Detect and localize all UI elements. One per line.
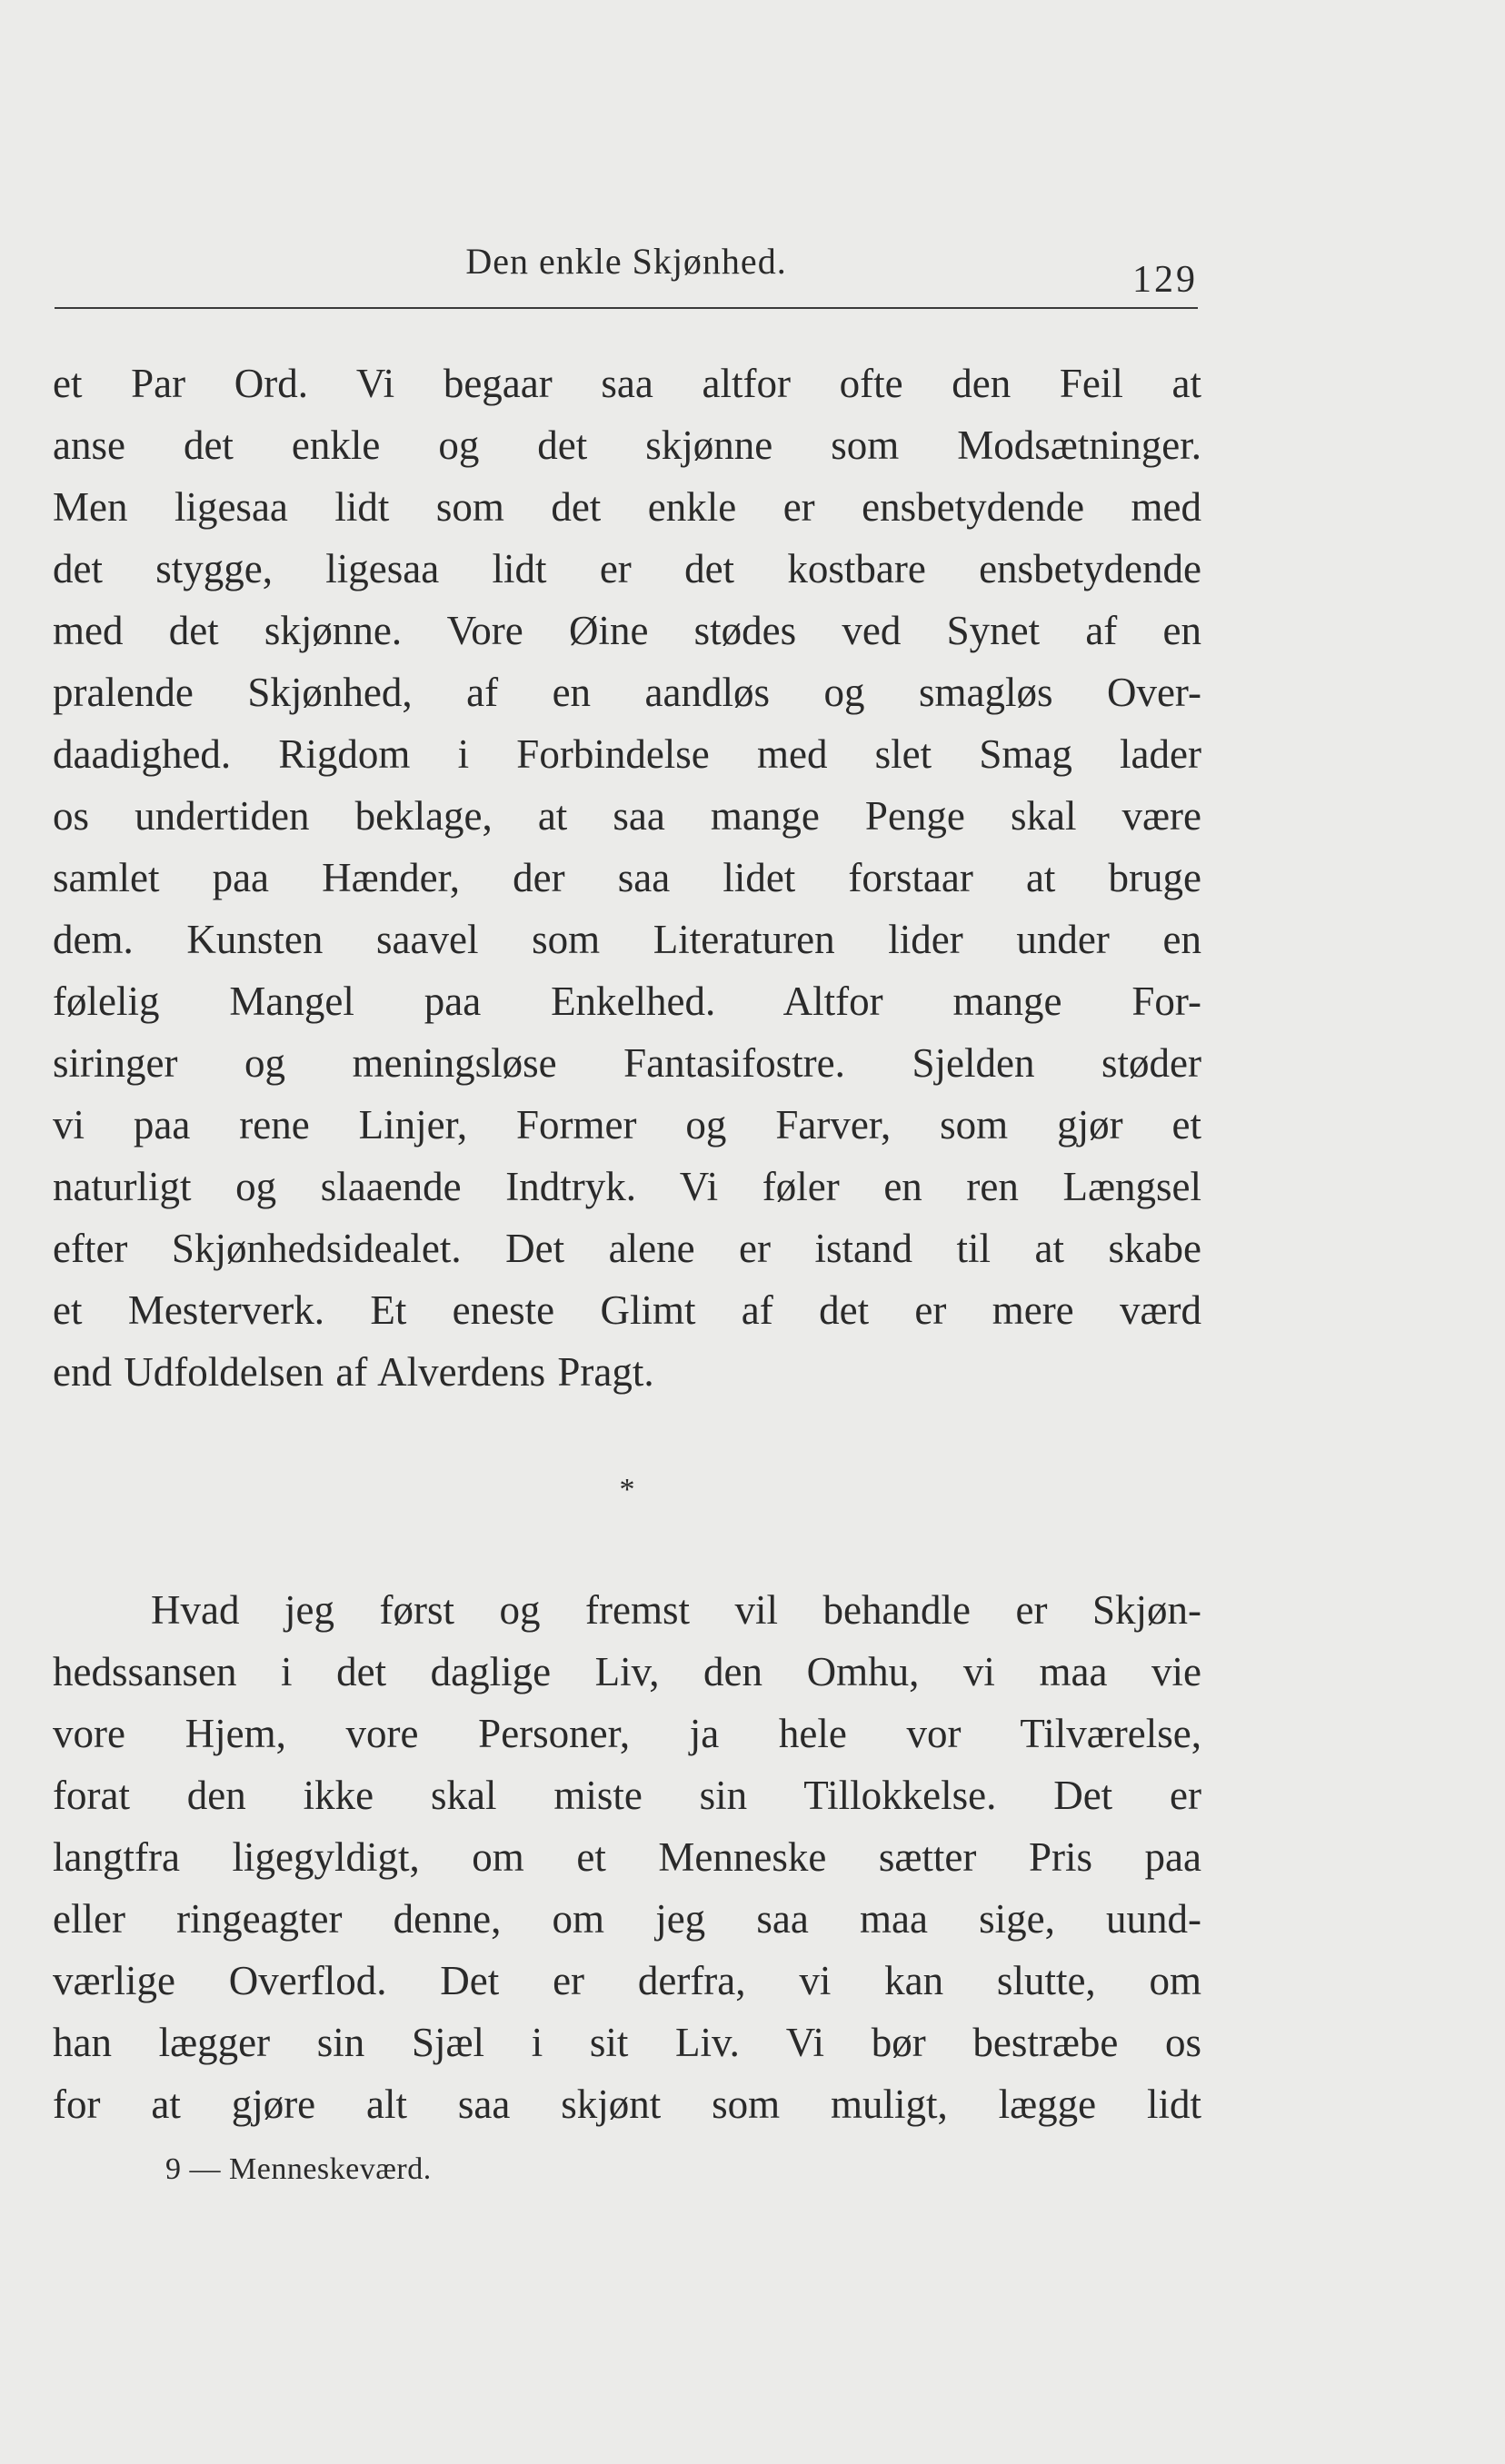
text-line: siringer og meningsløse Fantasifostre. Sjelden støder bbox=[53, 1040, 1201, 1086]
text-line: vi paa rene Linjer, Former og Farver, som gjør et bbox=[53, 1102, 1201, 1148]
text-line: Men ligesaa lidt som det enkle er ensbetydende med bbox=[53, 484, 1201, 530]
text-line: dem. Kunsten saavel som Literaturen lider under en bbox=[53, 917, 1201, 962]
text-line: naturligt og slaaende Indtryk. Vi føler en ren Længsel bbox=[53, 1164, 1201, 1209]
text-line: os undertiden beklage, at saa mange Penge skal være bbox=[53, 793, 1201, 839]
text-line: anse det enkle og det skjønne som Modsætninger. bbox=[53, 422, 1201, 468]
text-line: med det skjønne. Vore Øine stødes ved Synet af en bbox=[53, 608, 1201, 653]
text-line: eller ringeagter denne, om jeg saa maa sige, uund- bbox=[53, 1896, 1201, 1942]
text-line: samlet paa Hænder, der saa lidet forstaar at bruge bbox=[53, 855, 1201, 900]
text-line: et Mesterverk. Et eneste Glimt af det er mere værd bbox=[53, 1287, 1201, 1333]
text-line: Hvad jeg først og fremst vil behandle er Skjøn- bbox=[151, 1587, 1201, 1633]
text-line: daadighed. Rigdom i Forbindelse med slet Smag lader bbox=[53, 731, 1201, 777]
page-header bbox=[55, 234, 1198, 309]
page-number: 129 bbox=[1132, 259, 1198, 301]
text-line: forat den ikke skal miste sin Tillokkelse. Det er bbox=[53, 1773, 1201, 1818]
text-line: det stygge, ligesaa lidt er det kostbare ensbetydende bbox=[53, 546, 1201, 591]
text-line: følelig Mangel paa Enkelhed. Altfor mange For- bbox=[53, 979, 1201, 1024]
text-line: langtfra ligegyldigt, om et Menneske sætter Pris paa bbox=[53, 1834, 1201, 1880]
text-line: efter Skjønhedsidealet. Det alene er istand til at skabe bbox=[53, 1226, 1201, 1271]
paragraph-1 bbox=[53, 353, 1201, 1403]
paragraph-2 bbox=[53, 1579, 1201, 2135]
text-line: pralende Skjønhed, af en aandløs og smagløs Over- bbox=[53, 670, 1201, 715]
text-line: han lægger sin Sjæl i sit Liv. Vi bør bestræbe os bbox=[53, 2020, 1201, 2065]
text-line: end Udfoldelsen af Alverdens Pragt. bbox=[53, 1349, 654, 1395]
text-line: værlige Overflod. Det er derfra, vi kan slutte, om bbox=[53, 1958, 1201, 2003]
printer-signature: 9 — Menneskeværd. bbox=[165, 2152, 432, 2186]
section-separator: * bbox=[619, 1473, 635, 1506]
text-line: hedssansen i det daglige Liv, den Omhu, vi maa vie bbox=[53, 1649, 1201, 1694]
text-line: vore Hjem, vore Personer, ja hele vor Tilværelse, bbox=[53, 1711, 1201, 1756]
running-head: Den enkle Skjønhed. bbox=[465, 241, 787, 282]
text-line: et Par Ord. Vi begaar saa altfor ofte den Feil at bbox=[53, 361, 1201, 406]
text-line: for at gjøre alt saa skjønt som muligt, lægge lidt bbox=[53, 2081, 1201, 2127]
